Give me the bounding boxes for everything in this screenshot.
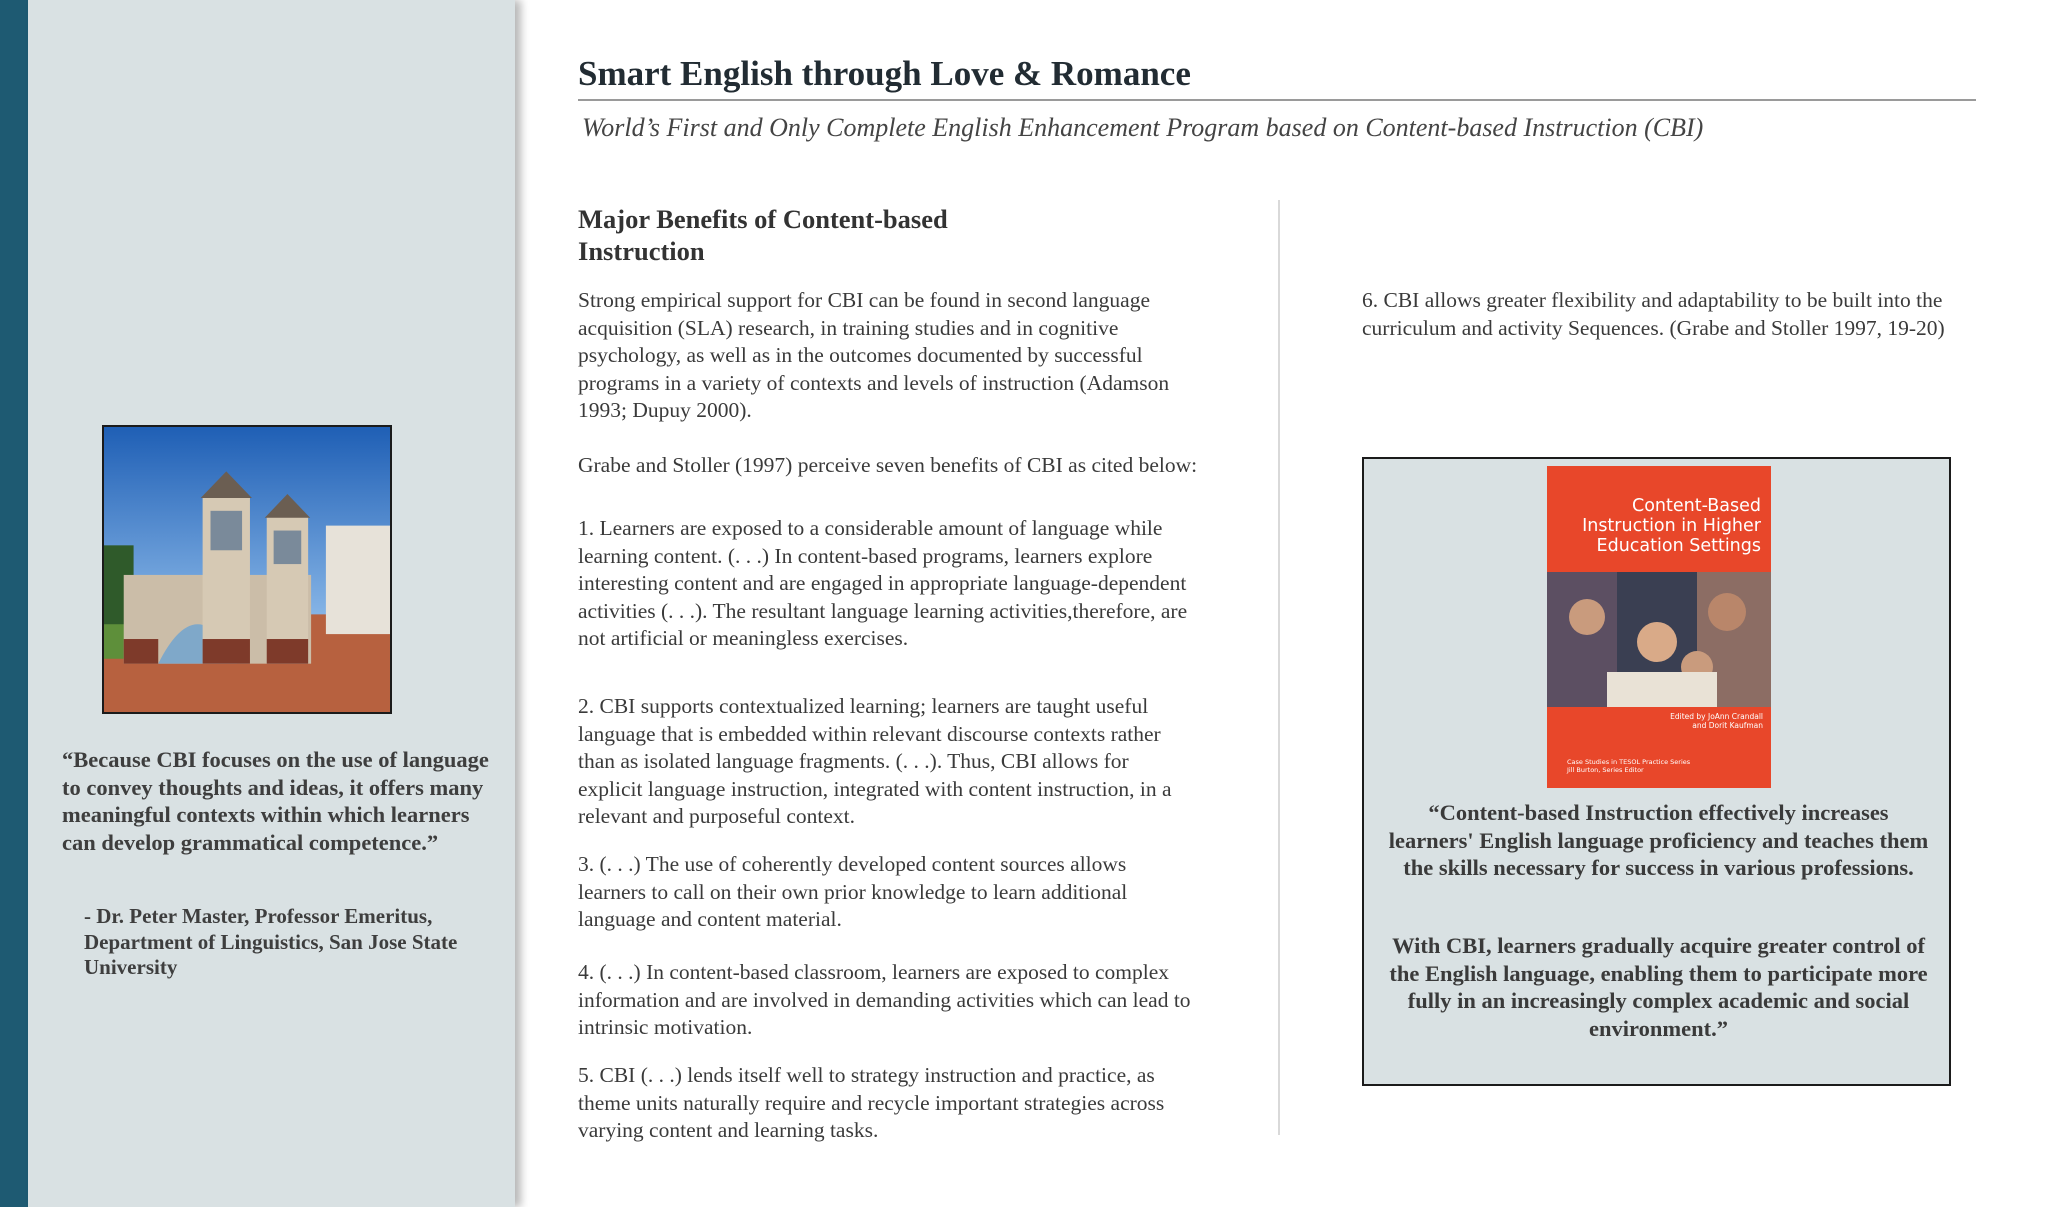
section-heading: Major Benefits of Content-based Instruction [578,204,948,266]
box-quote-2: With CBI, learners gradually acquire greater control of the English language, enabling them to participate more fully in an increasingly complex academic and social environment.” [1389,933,1928,1041]
benefit-5: 5. CBI (. . .) lends itself well to strategy instruction and practice, as theme units naturally require and recycle important strategies across varying content and learning tasks. [578,1063,1165,1142]
benefit-3: 3. (. . .) The use of coherently developed content sources allows learners to call on their own prior knowledge to learn additional language and content material. [578,852,1128,931]
sidebar-attribution: - Dr. Peter Master, Professor Emeritus, Department of Linguistics, San Jose State University [84,904,458,979]
intro-paragraph: Strong empirical support for CBI can be found in second language acquisition (SLA) research, in training studies and in cognitive psychology, as well as in the outcomes documented by successful programs in a variety of contexts and levels of instruction (Adamson 1993; Dupuy 2000). [578,288,1170,422]
benefit-1: 1. Learners are exposed to a considerable amount of language while learning content. (. . .) In content-based programs, learners explore interesting content and are engaged in appropriate language-dependent activities (. . .). The resultant language learning activities,therefore, are not artificial or meaningless exercises. [578,516,1188,650]
sidebar-quote: “Because CBI focuses on the use of language to convey thoughts and ideas, it offers many meaningful contexts within which learners can develop grammatical competence.” [62,747,489,855]
benefit-4: 4. (. . .) In content-based classroom, learners are exposed to complex information and are involved in demanding activities which can lead to intrinsic motivation. [578,960,1191,1039]
benefit-2: 2. CBI supports contextualized learning; learners are taught useful language that is embedded within relevant discourse contexts rather than as isolated language fragments. (. . .). Thus, CBI allows for explicit language instruction, integrated with content instruction, in a relevant and purposeful context. [578,694,1172,828]
book-cover-photo [1547,572,1771,707]
book-series: Case Studies in TESOL Practice Series Jill Burton, Series Editor [1567,758,1691,774]
page-title: Smart English through Love & Romance [578,54,1191,93]
page-subtitle: World’s First and Only Complete English Enhancement Program based on Content-based Instruction (CBI) [582,113,1704,142]
quote-box [1362,457,1951,1086]
title-divider [578,99,1976,101]
accent-bar [0,0,28,1207]
book-editors: Edited by JoAnn Crandall and Dorit Kaufman [1670,712,1763,730]
book-title: Content-Based Instruction in Higher Education Settings [1582,496,1761,556]
box-quote-1: “Content-based Instruction effectively increases learners' English language proficiency and teaches them the skills necessary for success in various professions. [1388,800,1929,880]
column-divider [1278,200,1280,1135]
benefit-6: 6. CBI allows greater flexibility and adaptability to be built into the curriculum and activity Sequences. (Grabe and Stoller 1997, 19-20) [1362,288,1945,340]
book-cover [1547,466,1771,788]
lead-paragraph: Grabe and Stoller (1997) perceive seven benefits of CBI as cited below: [578,453,1198,477]
campus-gate-photo [102,425,392,714]
